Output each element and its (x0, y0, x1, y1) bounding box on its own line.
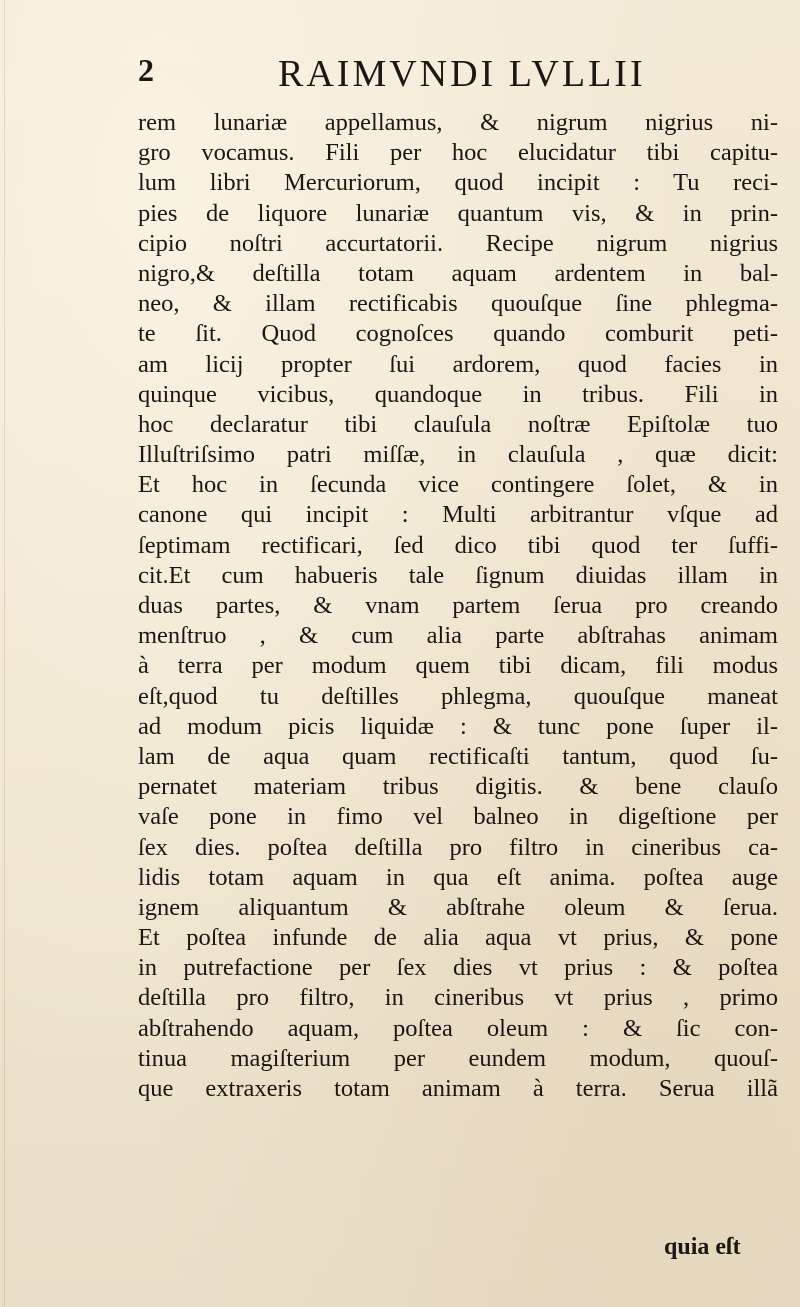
running-head: RAIMVNDI LVLLII (278, 53, 646, 95)
text-line: neo, & illam rectificabis quouſque ſine phlegma- (138, 290, 778, 318)
text-line: canone qui incipit : Multi arbitrantur vſque ad (138, 501, 778, 529)
text-line: ſeptimam rectificari, ſed dico tibi quod ter ſuffi- (138, 531, 778, 559)
text-line: deſtilla pro filtro, in cineribus vt prius , primo (138, 984, 778, 1012)
page-header (138, 52, 740, 100)
text-line: duas partes, & vnam partem ſerua pro creando (138, 592, 778, 619)
text-line: eſt,quod tu deſtilles phlegma, quouſque maneat (138, 682, 778, 710)
text-line: abſtrahendo aquam, poſtea oleum : & ſic con- (138, 1014, 778, 1042)
catchword: quia eſt (664, 1234, 741, 1260)
text-line: in putrefactione per ſex dies vt prius : & poſtea (138, 954, 778, 982)
text-line: Et poſtea infunde de alia aqua vt prius, & pone (138, 924, 778, 952)
body-text (138, 108, 778, 1104)
text-line: pies de liquore lunariæ quantum vis, & in prin- (138, 199, 778, 227)
text-line: cit.Et cum habueris tale ſignum diuidas illam in (138, 561, 778, 589)
text-line: te ſit. Quod cognoſces quando comburit peti- (138, 320, 778, 348)
text-line: nigro,& deſtilla totam aquam ardentem in bal- (138, 259, 778, 287)
text-line: menſtruo , & cum alia parte abſtrahas animam (138, 622, 778, 650)
text-line: pernatet materiam tribus digitis. & bene clauſo (138, 773, 778, 801)
text-line: ad modum picis liquidæ : & tunc pone ſuper il- (138, 712, 778, 740)
text-line: rem lunariæ appellamus, & nigrum nigrius ni- (138, 109, 778, 136)
text-line: am licij propter ſui ardorem, quod facies in (138, 350, 778, 378)
text-line: Illuſtriſsimo patri miſſæ, in clauſula , quæ dicit: (138, 441, 778, 469)
text-line: que extraxeris totam animam à terra. Serua illã (138, 1075, 778, 1102)
text-line: ſex dies. poſtea deſtilla pro filtro in cineribus ca- (138, 833, 778, 861)
text-line: Et hoc in ſecunda vice contingere ſolet, & in (138, 471, 778, 499)
page-edge (4, 0, 5, 1307)
text-line: tinua magiſterium per eundem modum, quouſ- (138, 1044, 778, 1072)
text-line: quinque vicibus, quandoque in tribus. Fili in (138, 380, 778, 408)
text-line: cipio noſtri accurtatorii. Recipe nigrum nigrius (138, 229, 778, 257)
text-line: lum libri Mercuriorum, quod incipit : Tu reci- (138, 169, 778, 197)
text-line: hoc declaratur tibi clauſula noſtræ Epiſtolæ tuo (138, 410, 778, 438)
text-line: gro vocamus. Fili per hoc elucidatur tibi capitu- (138, 139, 778, 167)
text-line: vaſe pone in fimo vel balneo in digeſtione per (138, 803, 778, 831)
text-line: lam de aqua quam rectificaſti tantum, quod ſu- (138, 742, 778, 770)
text-line: ignem aliquantum & abſtrahe oleum & ſerua. (138, 893, 778, 921)
text-line: à terra per modum quem tibi dicam, fili modus (138, 652, 778, 680)
page-number: 2 (138, 52, 154, 88)
text-line: lidis totam aquam in qua eſt anima. poſtea auge (138, 863, 778, 891)
